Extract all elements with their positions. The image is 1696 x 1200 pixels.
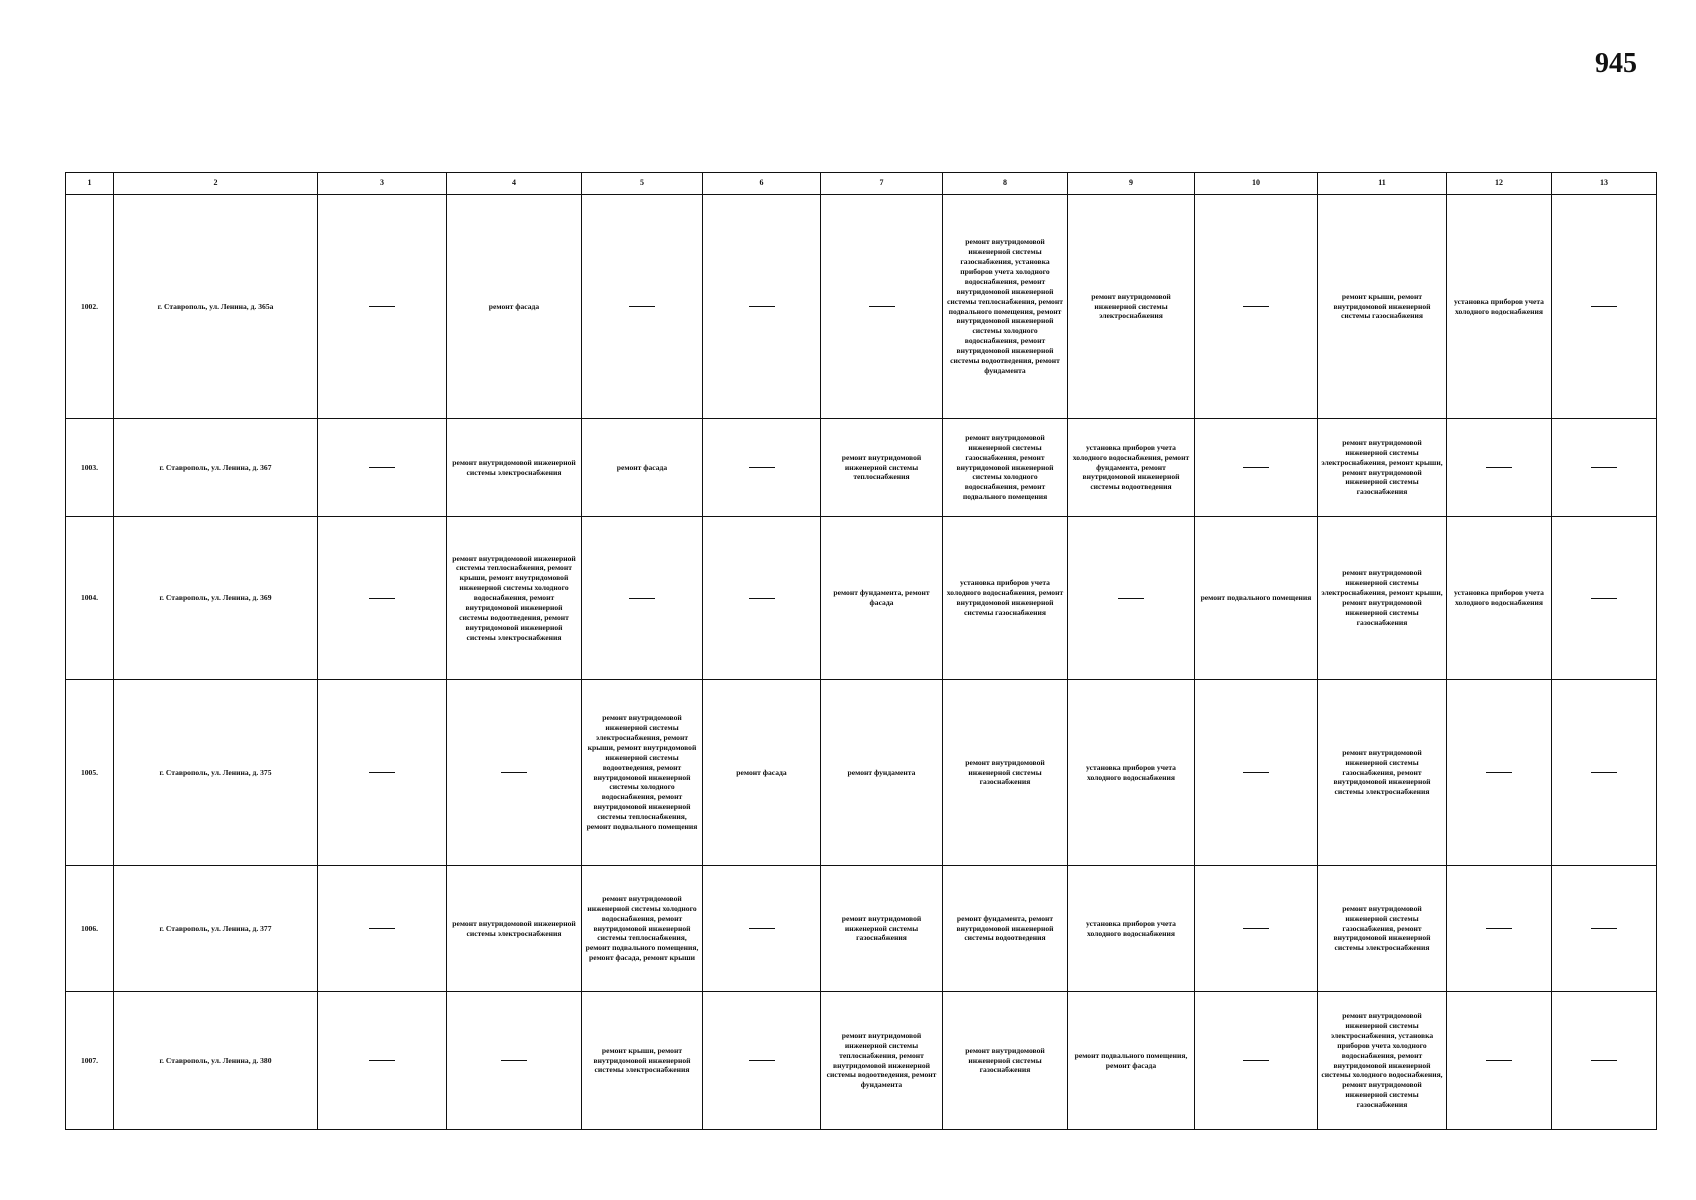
- dash-mark: [501, 1060, 527, 1061]
- empty-dash-cell: [582, 517, 703, 680]
- work-cell: ремонт внутридомовой инженерной системы электроснабжения, ремонт крыши, ремонт внутридомовой инженерной системы водоотведения, ремонт внутридомовой инженерной системы холодного водоснабжения, ремонт внутридомовой инженерной системы теплоснабжения, ремонт подвального помещения: [582, 680, 703, 866]
- row-number: 1006.: [66, 866, 114, 992]
- table-body: [66, 195, 1657, 1130]
- dash-mark: [1486, 1060, 1512, 1061]
- empty-dash-cell: [318, 680, 447, 866]
- dash-mark: [369, 467, 395, 468]
- work-cell: ремонт внутридомовой инженерной системы теплоснабжения, ремонт внутридомовой инженерной системы водоотведения, ремонт фундамента: [821, 992, 943, 1130]
- dash-mark: [1591, 598, 1617, 599]
- empty-dash-cell: [318, 195, 447, 419]
- empty-dash-cell: [703, 992, 821, 1130]
- work-cell: ремонт внутридомовой инженерной системы электроснабжения: [447, 866, 582, 992]
- empty-dash-cell: [1552, 992, 1657, 1130]
- row-number: 1004.: [66, 517, 114, 680]
- dash-mark: [369, 598, 395, 599]
- empty-dash-cell: [1447, 866, 1552, 992]
- work-cell: ремонт внутридомовой инженерной системы электроснабжения: [1068, 195, 1195, 419]
- dash-mark: [1243, 928, 1269, 929]
- dash-mark: [1243, 467, 1269, 468]
- empty-dash-cell: [447, 680, 582, 866]
- empty-dash-cell: [1447, 992, 1552, 1130]
- empty-dash-cell: [1552, 866, 1657, 992]
- dash-mark: [1243, 1060, 1269, 1061]
- dash-mark: [369, 1060, 395, 1061]
- work-cell: ремонт фасада: [447, 195, 582, 419]
- column-header: 13: [1552, 173, 1657, 195]
- work-cell: ремонт внутридомовой инженерной системы газоснабжения: [821, 866, 943, 992]
- address-cell: г. Ставрополь, ул. Ленина, д. 375: [114, 680, 318, 866]
- empty-dash-cell: [703, 866, 821, 992]
- table-row: [66, 866, 1657, 992]
- work-cell: ремонт фундамента, ремонт фасада: [821, 517, 943, 680]
- works-table: [65, 172, 1657, 1130]
- dash-mark: [749, 467, 775, 468]
- empty-dash-cell: [1195, 992, 1318, 1130]
- row-number: 1007.: [66, 992, 114, 1130]
- work-cell: ремонт внутридомовой инженерной системы газоснабжения, ремонт внутридомовой инженерной системы электроснабжения: [1318, 680, 1447, 866]
- work-cell: ремонт фундамента: [821, 680, 943, 866]
- work-cell: ремонт внутридомовой инженерной системы газоснабжения, ремонт внутридомовой инженерной системы электроснабжения: [1318, 866, 1447, 992]
- empty-dash-cell: [821, 195, 943, 419]
- work-cell: ремонт внутридомовой инженерной системы газоснабжения: [943, 992, 1068, 1130]
- work-cell: установка приборов учета холодного водоснабжения: [1068, 680, 1195, 866]
- work-cell: установка приборов учета холодного водоснабжения: [1447, 517, 1552, 680]
- column-header: 7: [821, 173, 943, 195]
- table-row: [66, 195, 1657, 419]
- work-cell: ремонт крыши, ремонт внутридомовой инженерной системы электроснабжения: [582, 992, 703, 1130]
- work-cell: ремонт внутридомовой инженерной системы холодного водоснабжения, ремонт внутридомовой инженерной системы теплоснабжения, ремонт подвального помещения, ремонт фасада, ремонт крыши: [582, 866, 703, 992]
- empty-dash-cell: [1447, 680, 1552, 866]
- work-cell: ремонт фасада: [703, 680, 821, 866]
- empty-dash-cell: [1552, 195, 1657, 419]
- work-cell: ремонт фундамента, ремонт внутридомовой инженерной системы водоотведения: [943, 866, 1068, 992]
- empty-dash-cell: [1068, 517, 1195, 680]
- work-cell: ремонт подвального помещения, ремонт фасада: [1068, 992, 1195, 1130]
- dash-mark: [869, 306, 895, 307]
- work-cell: ремонт внутридомовой инженерной системы электроснабжения: [447, 419, 582, 517]
- column-header: 10: [1195, 173, 1318, 195]
- work-cell: ремонт внутридомовой инженерной системы газоснабжения: [943, 680, 1068, 866]
- dash-mark: [1591, 306, 1617, 307]
- dash-mark: [1118, 598, 1144, 599]
- dash-mark: [1486, 928, 1512, 929]
- work-cell: ремонт внутридомовой инженерной системы электроснабжения, ремонт крыши, ремонт внутридомовой инженерной системы газоснабжения: [1318, 419, 1447, 517]
- work-cell: ремонт внутридомовой инженерной системы теплоснабжения: [821, 419, 943, 517]
- empty-dash-cell: [318, 992, 447, 1130]
- dash-mark: [1591, 1060, 1617, 1061]
- address-cell: г. Ставрополь, ул. Ленина, д. 365а: [114, 195, 318, 419]
- work-cell: ремонт внутридомовой инженерной системы электроснабжения, установка приборов учета холодного водоснабжения, ремонт внутридомовой инженерной системы холодного водоснабжения, ремонт внутридомовой инженерной системы газоснабжения: [1318, 992, 1447, 1130]
- work-cell: ремонт внутридомовой инженерной системы газоснабжения, установка приборов учета холодного водоснабжения, ремонт внутридомовой инженерной системы теплоснабжения, ремонт подвального помещения, ремонт внутридомовой инженерной системы холодного водоснабжения, ремонт внутридомовой инженерной системы водоотведения, ремонт фундамента: [943, 195, 1068, 419]
- column-header: 1: [66, 173, 114, 195]
- table-row: [66, 517, 1657, 680]
- dash-mark: [1591, 772, 1617, 773]
- work-cell: установка приборов учета холодного водоснабжения: [1068, 866, 1195, 992]
- column-number-row: [66, 173, 1657, 195]
- dash-mark: [749, 928, 775, 929]
- column-header: 11: [1318, 173, 1447, 195]
- row-number: 1003.: [66, 419, 114, 517]
- empty-dash-cell: [703, 517, 821, 680]
- column-header: 12: [1447, 173, 1552, 195]
- work-cell: ремонт внутридомовой инженерной системы теплоснабжения, ремонт крыши, ремонт внутридомовой инженерной системы холодного водоснабжения, ремонт внутридомовой инженерной системы водоотведения, ремонт внутридомовой инженерной системы электроснабжения: [447, 517, 582, 680]
- empty-dash-cell: [447, 992, 582, 1130]
- page-number: 945: [1595, 48, 1637, 79]
- empty-dash-cell: [1552, 680, 1657, 866]
- dash-mark: [1591, 467, 1617, 468]
- row-number: 1002.: [66, 195, 114, 419]
- dash-mark: [1243, 306, 1269, 307]
- column-header: 5: [582, 173, 703, 195]
- empty-dash-cell: [582, 195, 703, 419]
- empty-dash-cell: [318, 419, 447, 517]
- empty-dash-cell: [318, 866, 447, 992]
- table-row: [66, 419, 1657, 517]
- table-row: [66, 680, 1657, 866]
- column-header: 6: [703, 173, 821, 195]
- row-number: 1005.: [66, 680, 114, 866]
- work-cell: установка приборов учета холодного водоснабжения, ремонт внутридомовой инженерной системы газоснабжения: [943, 517, 1068, 680]
- table-row: [66, 992, 1657, 1130]
- dash-mark: [501, 772, 527, 773]
- empty-dash-cell: [1195, 419, 1318, 517]
- column-header: 4: [447, 173, 582, 195]
- dash-mark: [749, 306, 775, 307]
- address-cell: г. Ставрополь, ул. Ленина, д. 369: [114, 517, 318, 680]
- empty-dash-cell: [703, 419, 821, 517]
- dash-mark: [369, 306, 395, 307]
- dash-mark: [749, 1060, 775, 1061]
- dash-mark: [629, 306, 655, 307]
- work-cell: установка приборов учета холодного водоснабжения: [1447, 195, 1552, 419]
- empty-dash-cell: [318, 517, 447, 680]
- dash-mark: [369, 928, 395, 929]
- work-cell: ремонт внутридомовой инженерной системы газоснабжения, ремонт внутридомовой инженерной системы холодного водоснабжения, ремонт подвального помещения: [943, 419, 1068, 517]
- column-header: 9: [1068, 173, 1195, 195]
- empty-dash-cell: [1195, 195, 1318, 419]
- empty-dash-cell: [1552, 517, 1657, 680]
- dash-mark: [749, 598, 775, 599]
- address-cell: г. Ставрополь, ул. Ленина, д. 367: [114, 419, 318, 517]
- work-cell: установка приборов учета холодного водоснабжения, ремонт фундамента, ремонт внутридомовой инженерной системы водоотведения: [1068, 419, 1195, 517]
- dash-mark: [1243, 772, 1269, 773]
- work-cell: ремонт фасада: [582, 419, 703, 517]
- dash-mark: [1486, 772, 1512, 773]
- empty-dash-cell: [1195, 680, 1318, 866]
- dash-mark: [369, 772, 395, 773]
- dash-mark: [1486, 467, 1512, 468]
- empty-dash-cell: [703, 195, 821, 419]
- work-cell: ремонт крыши, ремонт внутридомовой инженерной системы газоснабжения: [1318, 195, 1447, 419]
- column-header: 3: [318, 173, 447, 195]
- dash-mark: [629, 598, 655, 599]
- address-cell: г. Ставрополь, ул. Ленина, д. 377: [114, 866, 318, 992]
- empty-dash-cell: [1195, 866, 1318, 992]
- dash-mark: [1591, 928, 1617, 929]
- empty-dash-cell: [1447, 419, 1552, 517]
- empty-dash-cell: [1552, 419, 1657, 517]
- column-header: 8: [943, 173, 1068, 195]
- address-cell: г. Ставрополь, ул. Ленина, д. 380: [114, 992, 318, 1130]
- column-header: 2: [114, 173, 318, 195]
- work-cell: ремонт подвального помещения: [1195, 517, 1318, 680]
- work-cell: ремонт внутридомовой инженерной системы электроснабжения, ремонт крыши, ремонт внутридомовой инженерной системы газоснабжения: [1318, 517, 1447, 680]
